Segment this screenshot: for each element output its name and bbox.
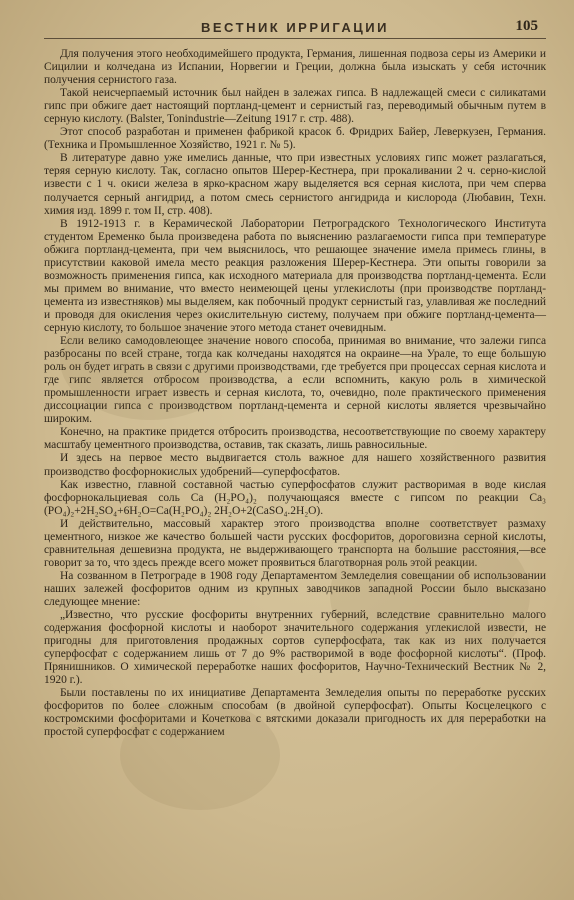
paragraph: Конечно, на практике придется отбросить производства, несоответствующие по своему характеру масштабу цементного производства, оставив, так сказать, лишь равносильные. — [44, 426, 546, 452]
paragraph: На созванном в Петрограде в 1908 году Департаментом Земледелия совещании об использовании наших залежей фосфоритов одним из крупных заводчиков западной России было высказано следующее мнение: — [44, 569, 546, 608]
paragraph: Такой неисчерпаемый источник был найден в залежах гипса. В надлежащей смеси с силикатами гипс при обжиге дает настоящий портланд-цемент и сернистый газ, переводимый обычным путем в серную кислоту. (Balster, Tonindustrie—Zeitung 1917 г. стр. 488). — [44, 87, 546, 126]
header-rule — [44, 38, 546, 39]
paragraph: „Известно, что русские фосфориты внутренних губерний, вследствие сравнительно малого содержания фосфорной кислоты и наоборот значительного содержания углекислой извести, не пригодны для приготовления продажных сортов суперфосфата, так как из них получается суперфосфат с содержанием лишь от 7 до 9% растворимой в воде фосфорной кислоты“. (Проф. Прянишников. О химической переработке наших фосфоритов, Научно-Технический Вестник № 2, 1920 г.). — [44, 609, 546, 687]
paragraph: Для получения этого необходимейшего продукта, Германия, лишенная подвоза серы из Америки и Сицилии и колчедана из Испании, Норвегии и Греции, должна была изыскать у себя источник получения сернистого газа. — [44, 48, 546, 87]
paragraph: Если велико самодовлеющее значение нового способа, принимая во внимание, что залежи гипса разбросаны по всей стране, тогда как колчеданы находятся на окраине—на Урале, то еще большую роль он будет играть в связи с другими производствами, где требуется при процессах серная кислота и где гипс является отбросом производства, а если вспомнить, какую роль в химической промышленности играет известь и серная кислота, то, очевидно, поле практического применения диссоциации гипса с производством портланд-цемента и серной кислоты является чрезвычайно широким. — [44, 335, 546, 426]
article-body — [44, 48, 546, 739]
running-title: ВЕСТНИК ИРРИГАЦИИ — [201, 20, 389, 35]
paragraph: Как известно, главной составной частью суперфосфатов служит растворимая в воде кислая фосфорнокальциевая соль Са (Н₂РО₄)₂ получающаяся вместе с гипсом по реакции Са₃ (РО₄)₂+2Н₂SО₄+6Н₂О=Са(Н₂РО₄)₂ 2Н₂О+2(СаSО₄.2Н₂О). — [44, 478, 546, 517]
paragraph: В литературе давно уже имелись данные, что при известных условиях гипс может разлагаться, теряя серную кислоту. Так, согласно опытов Шерер-Кестнера, при прокаливании 2 ч. серно-кислой извести с 1 ч. окиси железа в ярко-красном жару выделяется вся серная кислота, при чем сперва получается серный ангидрид, а потом смесь сернистого ангидрида и кислорода (Любавин, Техн. химия изд. 1899 г. том II, стр. 408). — [44, 152, 546, 217]
paragraph: Были поставлены по их инициативе Департамента Земледелия опыты по переработке русских фосфоритов по более сложным способам (в двойной суперфосфат). Опыты Косцелецкого с костромскими фосфоритами и Кочеткова с вятскими доказали пригодность их для переработки на простой суперфосфат с содержанием — [44, 687, 546, 739]
paragraph: И действительно, массовый характер этого производства вполне соответствует размаху цементного, низкое же качество большей части русских фосфоритов, дороговизна серной кислоты, сравнительная дешевизна продукта, не выдерживающего транспорта на большие расстояния,—все говорит за то, что здесь прежде всего может проявиться благотворная роль этой реакции. — [44, 517, 546, 569]
page-header — [44, 16, 546, 42]
page-number: 105 — [515, 18, 538, 34]
paragraph: В 1912-1913 г. в Керамической Лаборатории Петроградского Технологического Института студентом Еременко была произведена работа по выяснению разлагаемости гипса при температуре обжига портланд-цемента, при чем выяснилось, что решающее значение имела примесь глины, в присутствии каковой имела место реакция разложения Шерер-Кестнера. Эти опыты говорили за возможность применения гипса, как исходного материала для производства портланд-цемента. Если мы примем во внимание, что вместо неимеющей цены углекислоты (при производстве портланд-цемента из известняков) мы выделяем, как побочный продукт сернистый газ, улавливая же последний и проводя для окисления через окислительную систему, получаем при обжиге портланд-цемента—серную кислоту, то большое значение этого метода станет очевидным. — [44, 217, 546, 334]
paragraph: Этот способ разработан и применен фабрикой красок б. Фридрих Байер, Леверкузен, Германия. (Техника и Промышленное Хозяйство, 1921 г. № 5). — [44, 126, 546, 152]
paragraph: И здесь на первое место выдвигается столь важное для нашего хозяйственного развития производство фосфорнокислых удобрений—суперфосфатов. — [44, 452, 546, 478]
